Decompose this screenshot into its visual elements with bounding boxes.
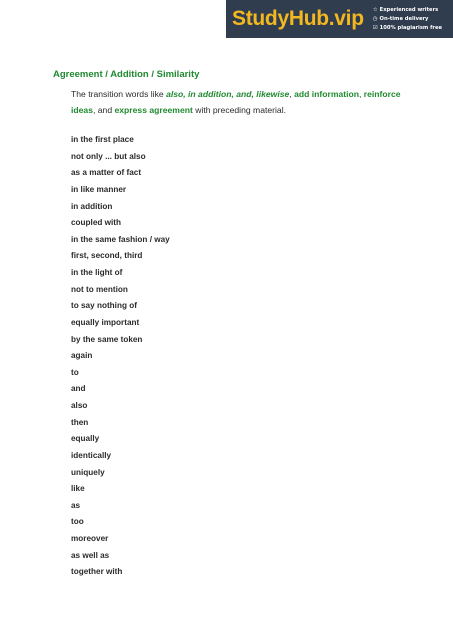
phrase-item: in addition bbox=[71, 201, 113, 211]
phrase-item: and bbox=[71, 384, 86, 394]
clock-icon: ◷ bbox=[372, 16, 378, 22]
phrase-item: like bbox=[71, 484, 85, 494]
phrase-item: in the first place bbox=[71, 135, 134, 144]
transition-phrase-list bbox=[71, 132, 170, 581]
star-icon: ☆ bbox=[372, 7, 378, 13]
intro-paragraph bbox=[71, 87, 401, 118]
phrase-item: also bbox=[71, 401, 88, 410]
phrase-item: together with bbox=[71, 567, 123, 577]
phrase-item: first, second, third bbox=[71, 251, 143, 261]
phrase-item: not only ... but also bbox=[71, 151, 146, 161]
phrase-item: by the same token bbox=[71, 334, 143, 344]
feature-on-time-delivery bbox=[373, 15, 442, 23]
studyhub-logo[interactable]: StudyHub.vip bbox=[232, 7, 364, 30]
section-title: Agreement / Addition / Similarity bbox=[53, 69, 200, 80]
phrase-item: identically bbox=[71, 450, 112, 460]
phrase-item: in like manner bbox=[71, 184, 127, 194]
phrase-item: not to mention bbox=[71, 284, 128, 294]
phrase-item: equally important bbox=[71, 317, 140, 327]
intro-text: with preceding material. bbox=[192, 104, 286, 115]
intro-keywords-italic: also, in addition, and, likewise bbox=[166, 89, 290, 99]
phrase-item: to say nothing of bbox=[71, 301, 137, 311]
phrase-item: as a matter of fact bbox=[71, 168, 142, 178]
intro-text: , bbox=[359, 89, 364, 99]
feature-label: On-time delivery bbox=[379, 16, 429, 22]
studyhub-banner[interactable] bbox=[226, 0, 453, 38]
intro-text: The transition words like bbox=[71, 89, 167, 99]
phrase-item: in the same fashion / way bbox=[71, 234, 170, 244]
phrase-item: then bbox=[71, 417, 89, 427]
feature-experienced-writers bbox=[373, 6, 442, 14]
phrase-item: as bbox=[71, 500, 81, 510]
phrase-item: as well as bbox=[71, 550, 110, 560]
intro-text: , bbox=[289, 89, 295, 99]
check-icon: ☑ bbox=[372, 25, 378, 31]
feature-label: Experienced writers bbox=[379, 7, 439, 13]
feature-label: 100% plagiarism free bbox=[379, 25, 442, 31]
phrase-item: moreover bbox=[71, 534, 109, 543]
phrase-item: equally bbox=[71, 434, 100, 444]
banner-features bbox=[373, 6, 442, 32]
phrase-item: coupled with bbox=[71, 218, 122, 228]
intro-text: , and bbox=[92, 104, 115, 115]
intro-keyword-express-agreement: express agreement bbox=[114, 104, 193, 115]
phrase-item: again bbox=[71, 351, 93, 361]
intro-keyword-add-information: add information bbox=[294, 89, 359, 99]
intro-keyword-reinforce-ideas: reinforce ideas bbox=[71, 89, 401, 115]
phrase-item: uniquely bbox=[71, 467, 105, 477]
feature-plagiarism-free bbox=[373, 24, 442, 32]
phrase-item: in the light of bbox=[71, 268, 123, 277]
phrase-item: too bbox=[71, 517, 84, 527]
phrase-item: to bbox=[71, 367, 79, 377]
